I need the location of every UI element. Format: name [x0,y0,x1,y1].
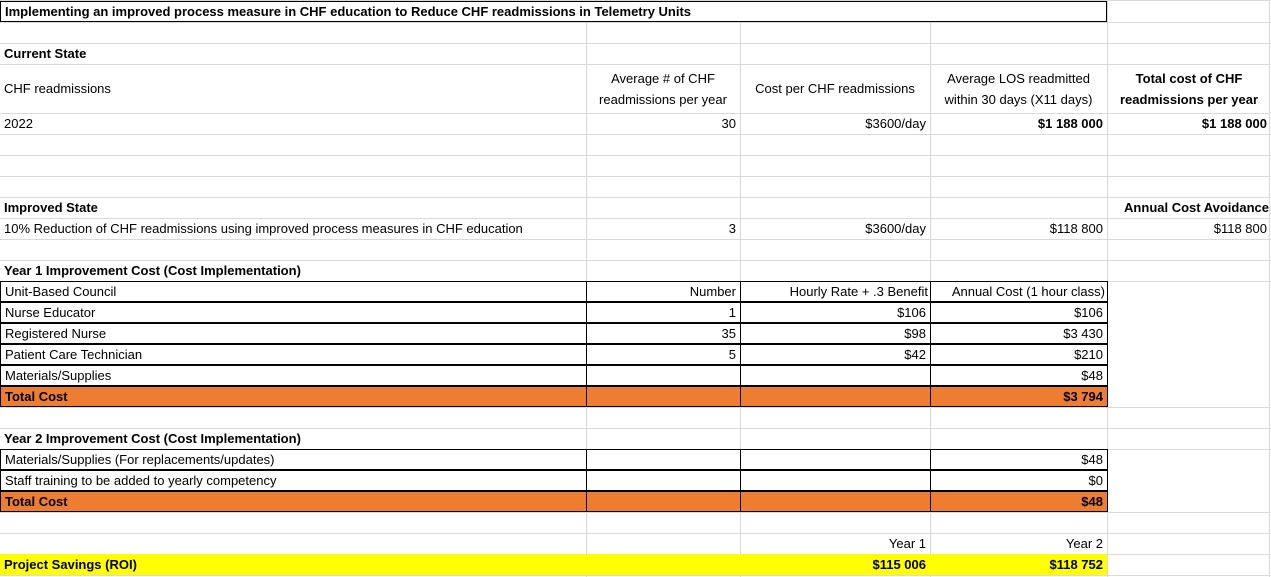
annual-cost-avoidance-value[interactable]: $118 800 [1213,221,1267,236]
gridline [0,176,1271,177]
current-state-heading[interactable]: Current State [4,46,87,61]
table-row [0,302,1271,323]
gridline [0,22,1271,23]
year2-total-value[interactable]: $48 [930,491,1108,512]
year1-row-label[interactable]: Registered Nurse [0,323,587,344]
year1-rate-cell[interactable] [740,365,931,386]
year2-row-label[interactable]: Staff training to be added to yearly competency [0,470,587,491]
year1-heading-row [0,260,1271,281]
improved-state-description[interactable]: 10% Reduction of CHF readmissions using improved process measures in CHF education [4,221,523,236]
year1-number-header[interactable]: Number [586,281,741,302]
savings-year1-label[interactable]: Year 1 [888,536,926,551]
table-row [0,449,1271,470]
year2-empty-cell[interactable] [740,449,931,470]
year1-rate-cell[interactable]: $42 [740,344,931,365]
year1-annual-header[interactable]: Annual Cost (1 hour class) [930,281,1108,302]
table-row [0,323,1271,344]
year-2022-row [0,113,1271,134]
year2-empty-cell[interactable] [586,470,741,491]
year1-total-rate-cell[interactable] [740,386,931,407]
year1-total-label[interactable]: Total Cost [0,386,587,407]
roi-row [0,554,1271,575]
sheet-title[interactable]: Implementing an improved process measure in CHF education to Reduce CHF readmissions in Telemetry Units [0,1,1107,22]
improved-cost-value[interactable]: $118 800 [1049,221,1103,236]
year2-annual-cell[interactable]: $0 [930,470,1108,491]
year1-number-cell[interactable]: 35 [586,323,741,344]
table-row [0,281,1271,302]
gridline [0,239,1271,240]
year1-rate-header[interactable]: Hourly Rate + .3 Benefit [740,281,931,302]
avg-readmissions-value[interactable]: 30 [721,116,736,131]
improved-state-row [0,218,1271,239]
gridline [0,134,1271,135]
cost-per-header[interactable]: Cost per CHF readmissions [755,81,915,96]
title-row [0,1,1271,22]
year1-rate-cell[interactable]: $106 [740,302,931,323]
improved-state-heading[interactable]: Improved State [4,200,98,215]
year1-heading[interactable]: Year 1 Improvement Cost (Cost Implementation) [4,263,301,278]
year2-total-row [0,491,1271,512]
year-2022-label[interactable]: 2022 [4,116,33,131]
year2-total-rate-cell[interactable] [740,491,931,512]
year1-total-row [0,386,1271,407]
year1-row-label[interactable]: Patient Care Technician [0,344,587,365]
avg-readmissions-header[interactable]: Average # of CHF readmissions per year [599,70,727,107]
total-cost-value[interactable]: $1 188 000 [1201,116,1267,131]
roi-label[interactable]: Project Savings (ROI) [0,554,586,575]
gridline [0,575,1271,576]
year2-empty-cell[interactable] [586,449,741,470]
current-state-heading-row [0,43,1271,64]
savings-header-row [0,533,1271,554]
year2-row-label[interactable]: Materials/Supplies (For replacements/updates) [0,449,587,470]
gridline [0,512,1271,513]
year2-total-number-cell[interactable] [586,491,741,512]
year1-number-cell[interactable]: 1 [586,302,741,323]
year1-annual-cell[interactable]: $106 [930,302,1108,323]
current-state-header-row [0,64,1271,113]
year1-annual-cell[interactable]: $3 430 [930,323,1108,344]
table-row [0,365,1271,386]
chf-readmissions-label[interactable]: CHF readmissions [4,81,111,96]
year1-row-label[interactable]: Nurse Educator [0,302,587,323]
year2-heading-row [0,428,1271,449]
year2-total-label[interactable]: Total Cost [0,491,587,512]
table-row [0,470,1271,491]
roi-year1-value[interactable]: $115 006 [740,554,930,575]
gridline [0,155,1271,156]
roi-year2-value[interactable]: $118 752 [930,554,1107,575]
savings-year2-label[interactable]: Year 2 [1065,536,1103,551]
year1-number-cell[interactable]: 5 [586,344,741,365]
year1-total-number-cell[interactable] [586,386,741,407]
year1-rate-cell[interactable]: $98 [740,323,931,344]
year1-annual-cell[interactable]: $210 [930,344,1108,365]
year1-total-value[interactable]: $3 794 [930,386,1108,407]
annual-cost-avoidance-header[interactable]: Annual Cost Avoidance [1124,200,1269,215]
improved-state-heading-row [0,197,1271,218]
gridline [0,407,1271,408]
year1-number-cell[interactable] [586,365,741,386]
year2-heading[interactable]: Year 2 Improvement Cost (Cost Implementation) [4,431,301,446]
roi-empty-cell[interactable] [586,554,740,575]
improved-readmissions-value[interactable]: 3 [728,221,736,236]
improved-cost-per-value[interactable]: $3600/day [865,221,926,236]
cost-per-value[interactable]: $3600/day [865,116,926,131]
year2-annual-cell[interactable]: $48 [930,449,1108,470]
avg-los-header[interactable]: Average LOS readmitted within 30 days (X11 days) [944,70,1093,107]
year1-annual-cell[interactable]: $48 [930,365,1108,386]
total-cost-header[interactable]: Total cost of CHF readmissions per year [1119,70,1259,107]
year2-empty-cell[interactable] [740,470,931,491]
table-row [0,344,1271,365]
year1-row-label[interactable]: Materials/Supplies [0,365,587,386]
year1-row-label[interactable]: Unit-Based Council [0,281,587,302]
avg-los-value[interactable]: $1 188 000 [1037,116,1103,131]
